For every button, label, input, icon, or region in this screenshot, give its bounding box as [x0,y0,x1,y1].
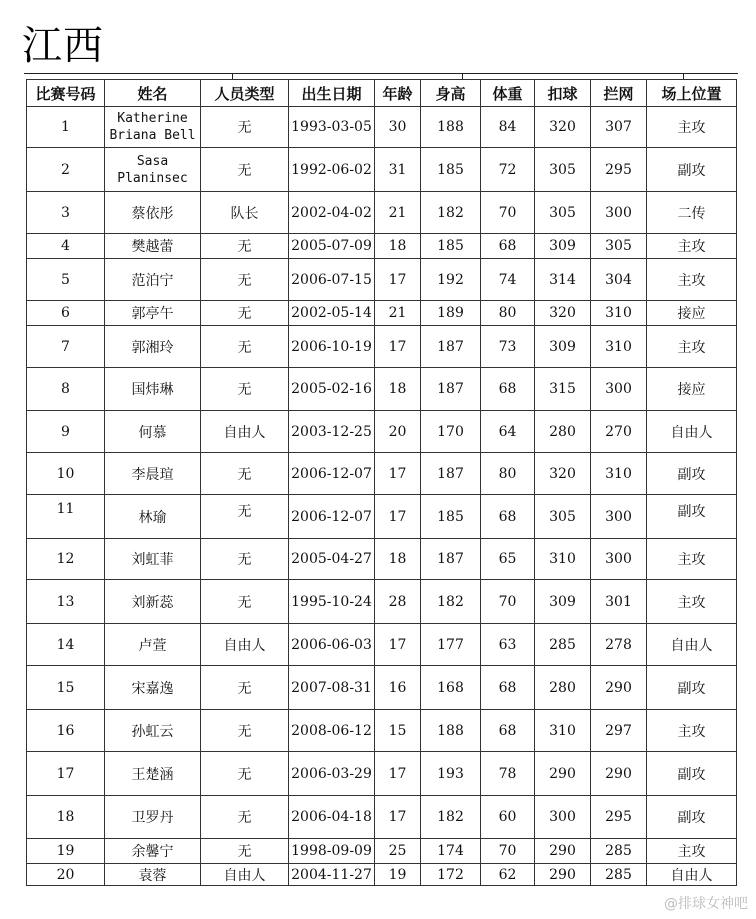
player-age: 15 [375,710,421,752]
player-type: 无 [201,580,289,624]
court-position: 主攻 [647,539,737,580]
player-height: 182 [421,192,481,234]
player-weight: 80 [481,301,535,326]
table-row [27,539,737,580]
player-type: 自由人 [201,624,289,666]
birth-date: 1995-10-24 [289,580,375,624]
player-weight: 68 [481,710,535,752]
player-name: 余馨宁 [105,839,201,864]
player-type: 自由人 [201,864,289,886]
spike-reach: 290 [535,839,591,864]
player-weight: 65 [481,539,535,580]
player-age: 17 [375,326,421,368]
block-reach: 310 [591,453,647,495]
player-weight: 62 [481,864,535,886]
block-reach: 295 [591,148,647,192]
player-weight: 78 [481,752,535,796]
player-height: 187 [421,368,481,411]
court-position: 主攻 [647,259,737,301]
player-name: 卫罗丹 [105,796,201,839]
block-reach: 278 [591,624,647,666]
header-type: 人员类型 [201,80,289,107]
spike-reach: 310 [535,539,591,580]
court-position: 主攻 [647,234,737,259]
birth-date: 2006-04-18 [289,796,375,839]
player-weight: 68 [481,666,535,710]
court-position: 副攻 [647,752,737,796]
player-weight: 70 [481,192,535,234]
player-weight: 80 [481,453,535,495]
player-number: 18 [27,796,105,839]
table-row [27,148,737,192]
player-number: 1 [27,107,105,148]
block-reach: 300 [591,539,647,580]
player-number: 14 [27,624,105,666]
player-height: 177 [421,624,481,666]
header-spike: 扣球 [535,80,591,107]
player-type: 无 [201,326,289,368]
spike-reach: 280 [535,666,591,710]
player-age: 17 [375,624,421,666]
player-height: 174 [421,839,481,864]
player-name: 袁蓉 [105,864,201,886]
table-row [27,326,737,368]
player-height: 192 [421,259,481,301]
court-position: 自由人 [647,624,737,666]
birth-date: 2002-05-14 [289,301,375,326]
player-age: 20 [375,411,421,453]
birth-date: 2005-07-09 [289,234,375,259]
player-number: 3 [27,192,105,234]
player-height: 170 [421,411,481,453]
table-row [27,839,737,864]
player-age: 19 [375,864,421,886]
player-height: 172 [421,864,481,886]
header-number: 比赛号码 [27,80,105,107]
block-reach: 300 [591,368,647,411]
header-height: 身高 [421,80,481,107]
player-age: 16 [375,666,421,710]
table-row [27,580,737,624]
player-type: 无 [201,148,289,192]
block-reach: 290 [591,752,647,796]
player-age: 30 [375,107,421,148]
player-type: 无 [201,301,289,326]
player-weight: 60 [481,796,535,839]
player-number: 16 [27,710,105,752]
player-number: 4 [27,234,105,259]
player-weight: 70 [481,580,535,624]
player-weight: 64 [481,411,535,453]
court-position: 主攻 [647,326,737,368]
birth-date: 2006-06-03 [289,624,375,666]
table-row [27,495,737,539]
player-name: 刘虹菲 [105,539,201,580]
spike-reach: 309 [535,580,591,624]
player-height: 187 [421,539,481,580]
player-type: 无 [201,259,289,301]
player-type: 无 [201,796,289,839]
player-age: 18 [375,234,421,259]
player-number: 11 [27,495,105,539]
player-height: 187 [421,326,481,368]
player-weight: 68 [481,234,535,259]
player-type: 自由人 [201,411,289,453]
birth-date: 2006-03-29 [289,752,375,796]
player-name: 范泊宁 [105,259,201,301]
birth-date: 2005-02-16 [289,368,375,411]
court-position: 主攻 [647,580,737,624]
player-weight: 70 [481,839,535,864]
block-reach: 297 [591,710,647,752]
table-row [27,624,737,666]
birth-date: 2006-10-19 [289,326,375,368]
birth-date: 2006-07-15 [289,259,375,301]
watermark: @排球女神吧 [664,896,748,912]
spike-reach: 300 [535,796,591,839]
court-position: 自由人 [647,864,737,886]
birth-date: 1998-09-09 [289,839,375,864]
player-height: 185 [421,495,481,539]
player-name: 宋嘉逸 [105,666,201,710]
court-position: 接应 [647,301,737,326]
birth-date: 2006-12-07 [289,495,375,539]
court-position: 副攻 [647,148,737,192]
player-type: 无 [201,839,289,864]
block-reach: 310 [591,301,647,326]
player-age: 25 [375,839,421,864]
table-row [27,710,737,752]
player-name: 蔡依彤 [105,192,201,234]
player-number: 6 [27,301,105,326]
table-row [27,864,737,886]
player-height: 185 [421,234,481,259]
spike-reach: 290 [535,752,591,796]
player-weight: 68 [481,495,535,539]
player-height: 182 [421,796,481,839]
spike-reach: 315 [535,368,591,411]
player-number: 10 [27,453,105,495]
block-reach: 285 [591,864,647,886]
player-type: 无 [201,666,289,710]
player-number: 19 [27,839,105,864]
page-title: 江西 [22,23,104,69]
block-reach: 301 [591,580,647,624]
player-age: 17 [375,453,421,495]
birth-date: 2003-12-25 [289,411,375,453]
player-height: 188 [421,710,481,752]
birth-date: 2007-08-31 [289,666,375,710]
spike-reach: 310 [535,710,591,752]
birth-date: 1992-06-02 [289,148,375,192]
player-type: 无 [201,453,289,495]
player-name: 孙虹云 [105,710,201,752]
court-position: 副攻 [647,666,737,710]
player-weight: 68 [481,368,535,411]
table-row [27,666,737,710]
table-row [27,368,737,411]
birth-date: 1993-03-05 [289,107,375,148]
player-height: 188 [421,107,481,148]
table-row [27,301,737,326]
court-position: 二传 [647,192,737,234]
spike-reach: 305 [535,192,591,234]
spike-reach: 309 [535,234,591,259]
player-number: 20 [27,864,105,886]
table-row [27,234,737,259]
player-name: 李晨瑄 [105,453,201,495]
spike-reach: 320 [535,453,591,495]
player-height: 168 [421,666,481,710]
player-age: 17 [375,752,421,796]
header-position: 场上位置 [647,80,737,107]
table-header-row [27,80,737,107]
player-number: 12 [27,539,105,580]
player-weight: 63 [481,624,535,666]
table-row [27,107,737,148]
block-reach: 304 [591,259,647,301]
header-age: 年龄 [375,80,421,107]
court-position: 副攻 [647,453,737,495]
spike-reach: 320 [535,301,591,326]
player-weight: 84 [481,107,535,148]
player-type: 无 [201,539,289,580]
player-age: 21 [375,301,421,326]
player-number: 17 [27,752,105,796]
player-name: 卢萱 [105,624,201,666]
birth-date: 2002-04-02 [289,192,375,234]
block-reach: 305 [591,234,647,259]
spike-reach: 290 [535,864,591,886]
player-height: 185 [421,148,481,192]
player-number: 8 [27,368,105,411]
block-reach: 307 [591,107,647,148]
player-weight: 74 [481,259,535,301]
header-block: 拦网 [591,80,647,107]
player-name: 王楚涵 [105,752,201,796]
player-age: 18 [375,368,421,411]
player-height: 187 [421,453,481,495]
block-reach: 285 [591,839,647,864]
header-name: 姓名 [105,80,201,107]
block-reach: 310 [591,326,647,368]
table-row [27,752,737,796]
player-type: 队长 [201,192,289,234]
player-number: 5 [27,259,105,301]
player-name: 何慕 [105,411,201,453]
spike-reach: 320 [535,107,591,148]
court-position: 主攻 [647,107,737,148]
court-position: 副攻 [647,796,737,839]
spike-reach: 305 [535,148,591,192]
block-reach: 270 [591,411,647,453]
court-position: 主攻 [647,839,737,864]
table-body [27,107,737,886]
roster-table [26,79,737,886]
block-reach: 300 [591,192,647,234]
table-row [27,411,737,453]
player-number: 13 [27,580,105,624]
table-row [27,453,737,495]
player-name: Katherine Briana Bell [105,107,201,148]
court-position: 主攻 [647,710,737,752]
player-name: 郭湘玲 [105,326,201,368]
player-age: 17 [375,495,421,539]
player-age: 17 [375,796,421,839]
spike-reach: 305 [535,495,591,539]
player-age: 18 [375,539,421,580]
player-age: 17 [375,259,421,301]
birth-date: 2008-06-12 [289,710,375,752]
player-number: 2 [27,148,105,192]
block-reach: 300 [591,495,647,539]
court-position: 自由人 [647,411,737,453]
player-number: 9 [27,411,105,453]
table-row [27,796,737,839]
player-height: 182 [421,580,481,624]
block-reach: 295 [591,796,647,839]
player-type: 无 [201,495,289,539]
birth-date: 2005-04-27 [289,539,375,580]
header-weight: 体重 [481,80,535,107]
player-name: 刘新蕊 [105,580,201,624]
player-name: 林瑜 [105,495,201,539]
player-name: 樊越蕾 [105,234,201,259]
player-number: 15 [27,666,105,710]
header-birth: 出生日期 [289,80,375,107]
player-name: 郭亭午 [105,301,201,326]
court-position: 接应 [647,368,737,411]
player-name: Sasa Planinsec [105,148,201,192]
player-type: 无 [201,234,289,259]
spike-reach: 285 [535,624,591,666]
birth-date: 2004-11-27 [289,864,375,886]
spike-reach: 280 [535,411,591,453]
player-age: 21 [375,192,421,234]
player-weight: 73 [481,326,535,368]
player-age: 31 [375,148,421,192]
player-height: 189 [421,301,481,326]
table-row [27,259,737,301]
spike-reach: 314 [535,259,591,301]
player-type: 无 [201,710,289,752]
player-type: 无 [201,368,289,411]
player-age: 28 [375,580,421,624]
player-type: 无 [201,107,289,148]
top-rule [24,73,738,74]
player-number: 7 [27,326,105,368]
player-name: 国炜琳 [105,368,201,411]
player-height: 193 [421,752,481,796]
spike-reach: 309 [535,326,591,368]
player-type: 无 [201,752,289,796]
birth-date: 2006-12-07 [289,453,375,495]
block-reach: 290 [591,666,647,710]
table-row [27,192,737,234]
player-weight: 72 [481,148,535,192]
court-position: 副攻 [647,495,737,539]
